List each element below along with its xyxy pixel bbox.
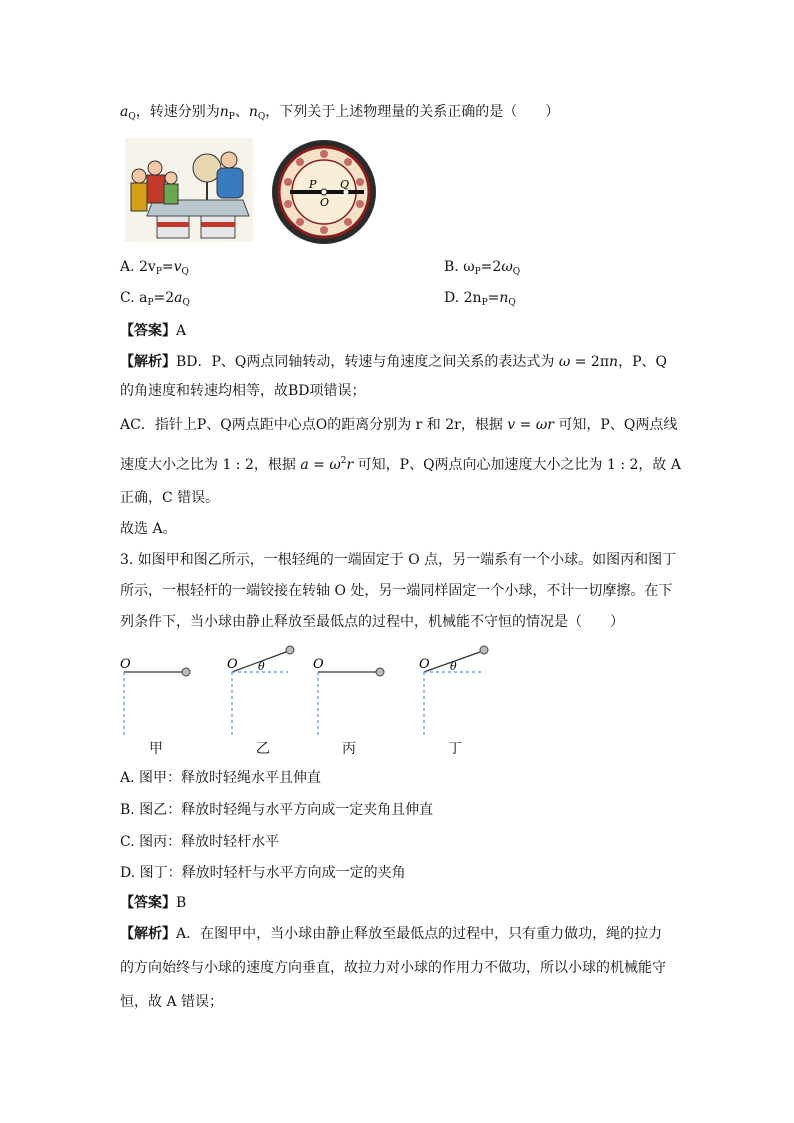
q2-conclusion: 故选 A。 (120, 521, 177, 537)
q2-stem-line: $a_Q$，转速分别为$n_P$、$n_Q$，下列关于上述物理量的关系正确的是（ ） (120, 104, 560, 122)
q3-stem-line-1: 3. 如图甲和图乙所示，一根轻绳的一端固定于 O 点，另一端系有一个小球。如图丙和图丁 (120, 552, 677, 568)
q2-answer: 【答案】A (120, 323, 187, 339)
q3-option-a[interactable]: A. 图甲：释放时轻绳水平且伸直 (120, 770, 322, 786)
q2-option-a[interactable]: A. $2v_P=v_Q$ (120, 259, 189, 277)
q2-analysis-line-4: 速度大小之比为 1 : 2，根据 $a = \omega^2r$ 可知，P、Q两点向心加速度大小之比为 1 : 2，故 A (120, 456, 681, 473)
q3-option-d[interactable]: D. 图丁：释放时轻杆与水平方向成一定的夹角 (120, 865, 406, 881)
people-illustration (125, 138, 253, 242)
figure-label-bing: 丙 (342, 741, 356, 757)
q2-analysis-line-5: 正确，C 错误。 (120, 490, 220, 506)
figure-label-jia: 甲 (149, 741, 163, 757)
figure-yi (227, 646, 294, 736)
svg-text:O: O (313, 657, 324, 672)
q2-analysis-line-2: 的角速度和转速均相等，故BD项错误； (120, 383, 366, 399)
q3-option-c[interactable]: C. 图丙：释放时轻杆水平 (120, 834, 280, 850)
q3-option-b[interactable]: B. 图乙：释放时轻绳与水平方向成一定夹角且伸直 (120, 802, 434, 818)
svg-text:O: O (227, 657, 238, 672)
figure-label-yi: 乙 (256, 741, 270, 757)
figure-bing (313, 657, 384, 736)
q2-option-b[interactable]: B. $\omega_P=2\omega_Q$ (444, 259, 521, 277)
q2-option-d[interactable]: D. $2n_P=n_Q$ (444, 290, 516, 308)
svg-text:θ: θ (258, 660, 265, 673)
q3-analysis-line-2: 的方向始终与小球的速度方向垂直，故拉力对小球的作用力不做功，所以小球的机械能守 (120, 960, 666, 976)
figure-ding (419, 646, 488, 736)
q3-stem-line-3: 列条件下，当小球由静止释放至最低点的过程中，机械能不守恒的情况是（ ） (120, 614, 624, 630)
wheel-label-o: O (320, 196, 330, 209)
svg-text:O: O (120, 657, 131, 672)
q3-answer: 【答案】B (120, 895, 187, 911)
figure-jia (120, 657, 190, 736)
q3-figures (110, 640, 510, 740)
svg-text:O: O (419, 657, 430, 672)
wheel-label-q: Q (340, 178, 350, 191)
zodiac-wheel-illustration (268, 138, 380, 246)
q3-analysis-line-1: 【解析】A．在图甲中，当小球由静止释放至最低点的过程中，只有重力做功，绳的拉力 (120, 926, 663, 942)
q3-analysis-line-3: 恒，故 A 错误； (120, 994, 224, 1010)
svg-text:θ: θ (450, 660, 457, 673)
figure-label-ding: 丁 (448, 741, 462, 757)
q3-stem-line-2: 所示，一根轻杆的一端铰接在转轴 O 处，另一端同样固定一个小球，不计一切摩擦。在下 (120, 583, 673, 599)
q2-analysis-line-3: AC．指针上P、Q两点距中心点O的距离分别为 r 和 2r，根据 v = ωr 可知，P、Q两点线 (120, 417, 678, 433)
q2-option-c[interactable]: C. $a_P=2a_Q$ (120, 290, 190, 308)
wheel-label-p: P (309, 178, 317, 191)
q2-analysis-line-1: 【解析】BD．P、Q两点同轴转动，转速与角速度之间关系的表达式为 ω = 2πn，P、Q (120, 354, 667, 370)
